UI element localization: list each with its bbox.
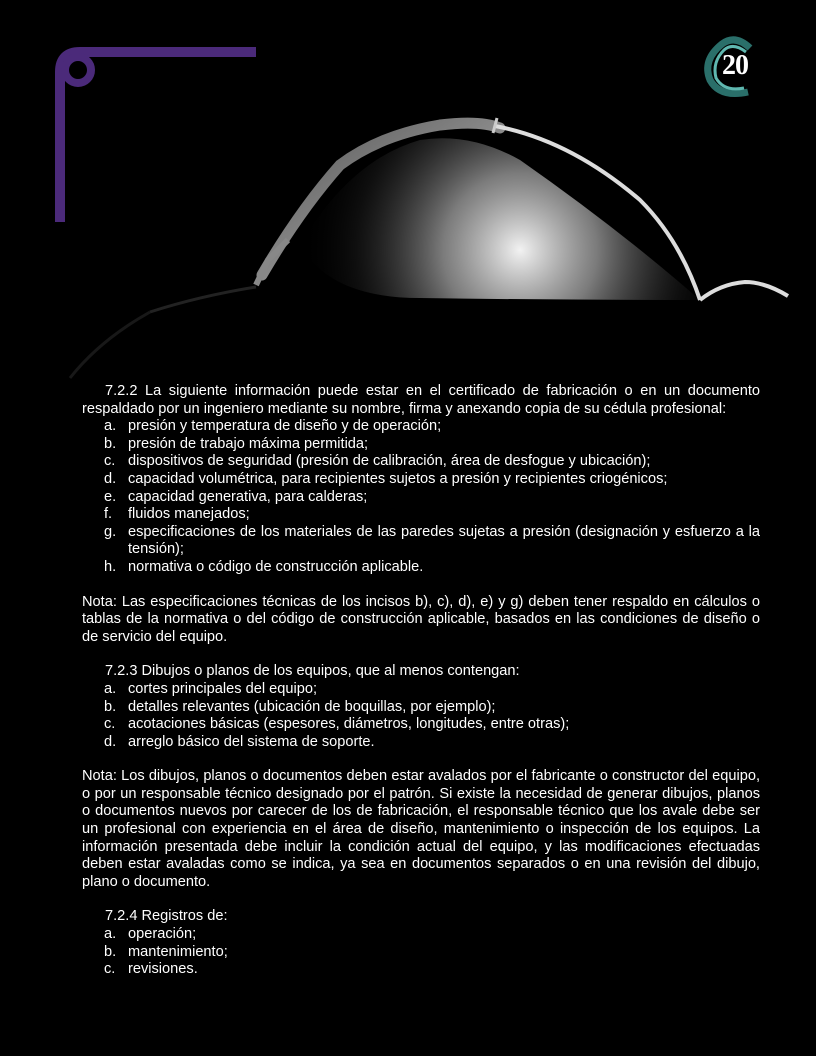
list-item: h. normativa o código de construcción aplicable. xyxy=(104,558,424,575)
list-item: b. mantenimiento; xyxy=(104,943,228,960)
section-7-2-2-intro: 7.2.2 La siguiente información puede estar en el certificado de fabricación o en un documento respaldado por un ingeniero mediante su nombre, firma y anexando copia de su cédula profesional: xyxy=(82,383,760,417)
list-item: b. detalles relevantes (ubicación de boquillas, por ejemplo); xyxy=(104,698,496,715)
section-7-2-4-intro: 7.2.4 Registros de: xyxy=(105,908,228,925)
list-item: c. acotaciones básicas (espesores, diámetros, longitudes, entre otras); xyxy=(104,716,570,733)
note-7-2-3: Nota: Los dibujos, planos o documentos deben estar avalados por el fabricante o constructor del equipo, o por un responsable técnico designado por el patrón. Si existe la necesidad de generar dibujos, planos o documentos nuevos por carecer de los de fabricación, el responsable técnico que los avale debe ser un profesional con experiencia en el área de diseño, mantenimiento o inspección de los equipos. La información presentada debe incluir la condición actual del equipo, y las modificaciones efectuadas deben estar avaladas como se indica, ya sea en documentos separados o en una revisión del dibujo, plano o documento. xyxy=(82,768,760,890)
header-car-artwork xyxy=(0,0,816,380)
list-item: c. revisiones. xyxy=(104,961,198,978)
list-item: a. presión y temperatura de diseño y de operación; xyxy=(104,418,442,435)
section-7-2-4-list xyxy=(82,926,760,979)
document-body xyxy=(82,383,760,979)
section-7-2-3-list xyxy=(82,681,760,751)
car-silhouette xyxy=(70,118,788,378)
list-item: e. capacidad generativa, para calderas; xyxy=(104,488,368,505)
list-item: d. capacidad volumétrica, para recipientes sujetos a presión y recipientes criogénicos; xyxy=(104,470,668,487)
section-7-2-3-intro: 7.2.3 Dibujos o planos de los equipos, que al menos contengan: xyxy=(105,663,520,680)
list-item: a. cortes principales del equipo; xyxy=(104,680,318,697)
list-item: b. presión de trabajo máxima permitida; xyxy=(104,435,369,452)
list-item: a. operación; xyxy=(104,926,197,943)
page-number: 20 xyxy=(722,50,748,81)
list-item: g. especificaciones de los materiales de las paredes sujetas a presión (designación y esfuerzo a la tensión); xyxy=(104,523,760,558)
list-item: c. dispositivos de seguridad (presión de calibración, área de desfogue y ubicación); xyxy=(104,453,651,470)
section-7-2-2-list xyxy=(82,418,760,576)
list-item: f. fluidos manejados; xyxy=(104,506,250,523)
list-item: d. arreglo básico del sistema de soporte. xyxy=(104,733,375,750)
corner-bracket-decoration xyxy=(60,52,256,222)
note-7-2-2: Nota: Las especificaciones técnicas de los incisos b), c), d), e) y g) deben tener respaldo en cálculos o tablas de la normativa o del código de construcción aplicable, basados en las condiciones de diseño o de servicio del equipo. xyxy=(82,593,760,645)
